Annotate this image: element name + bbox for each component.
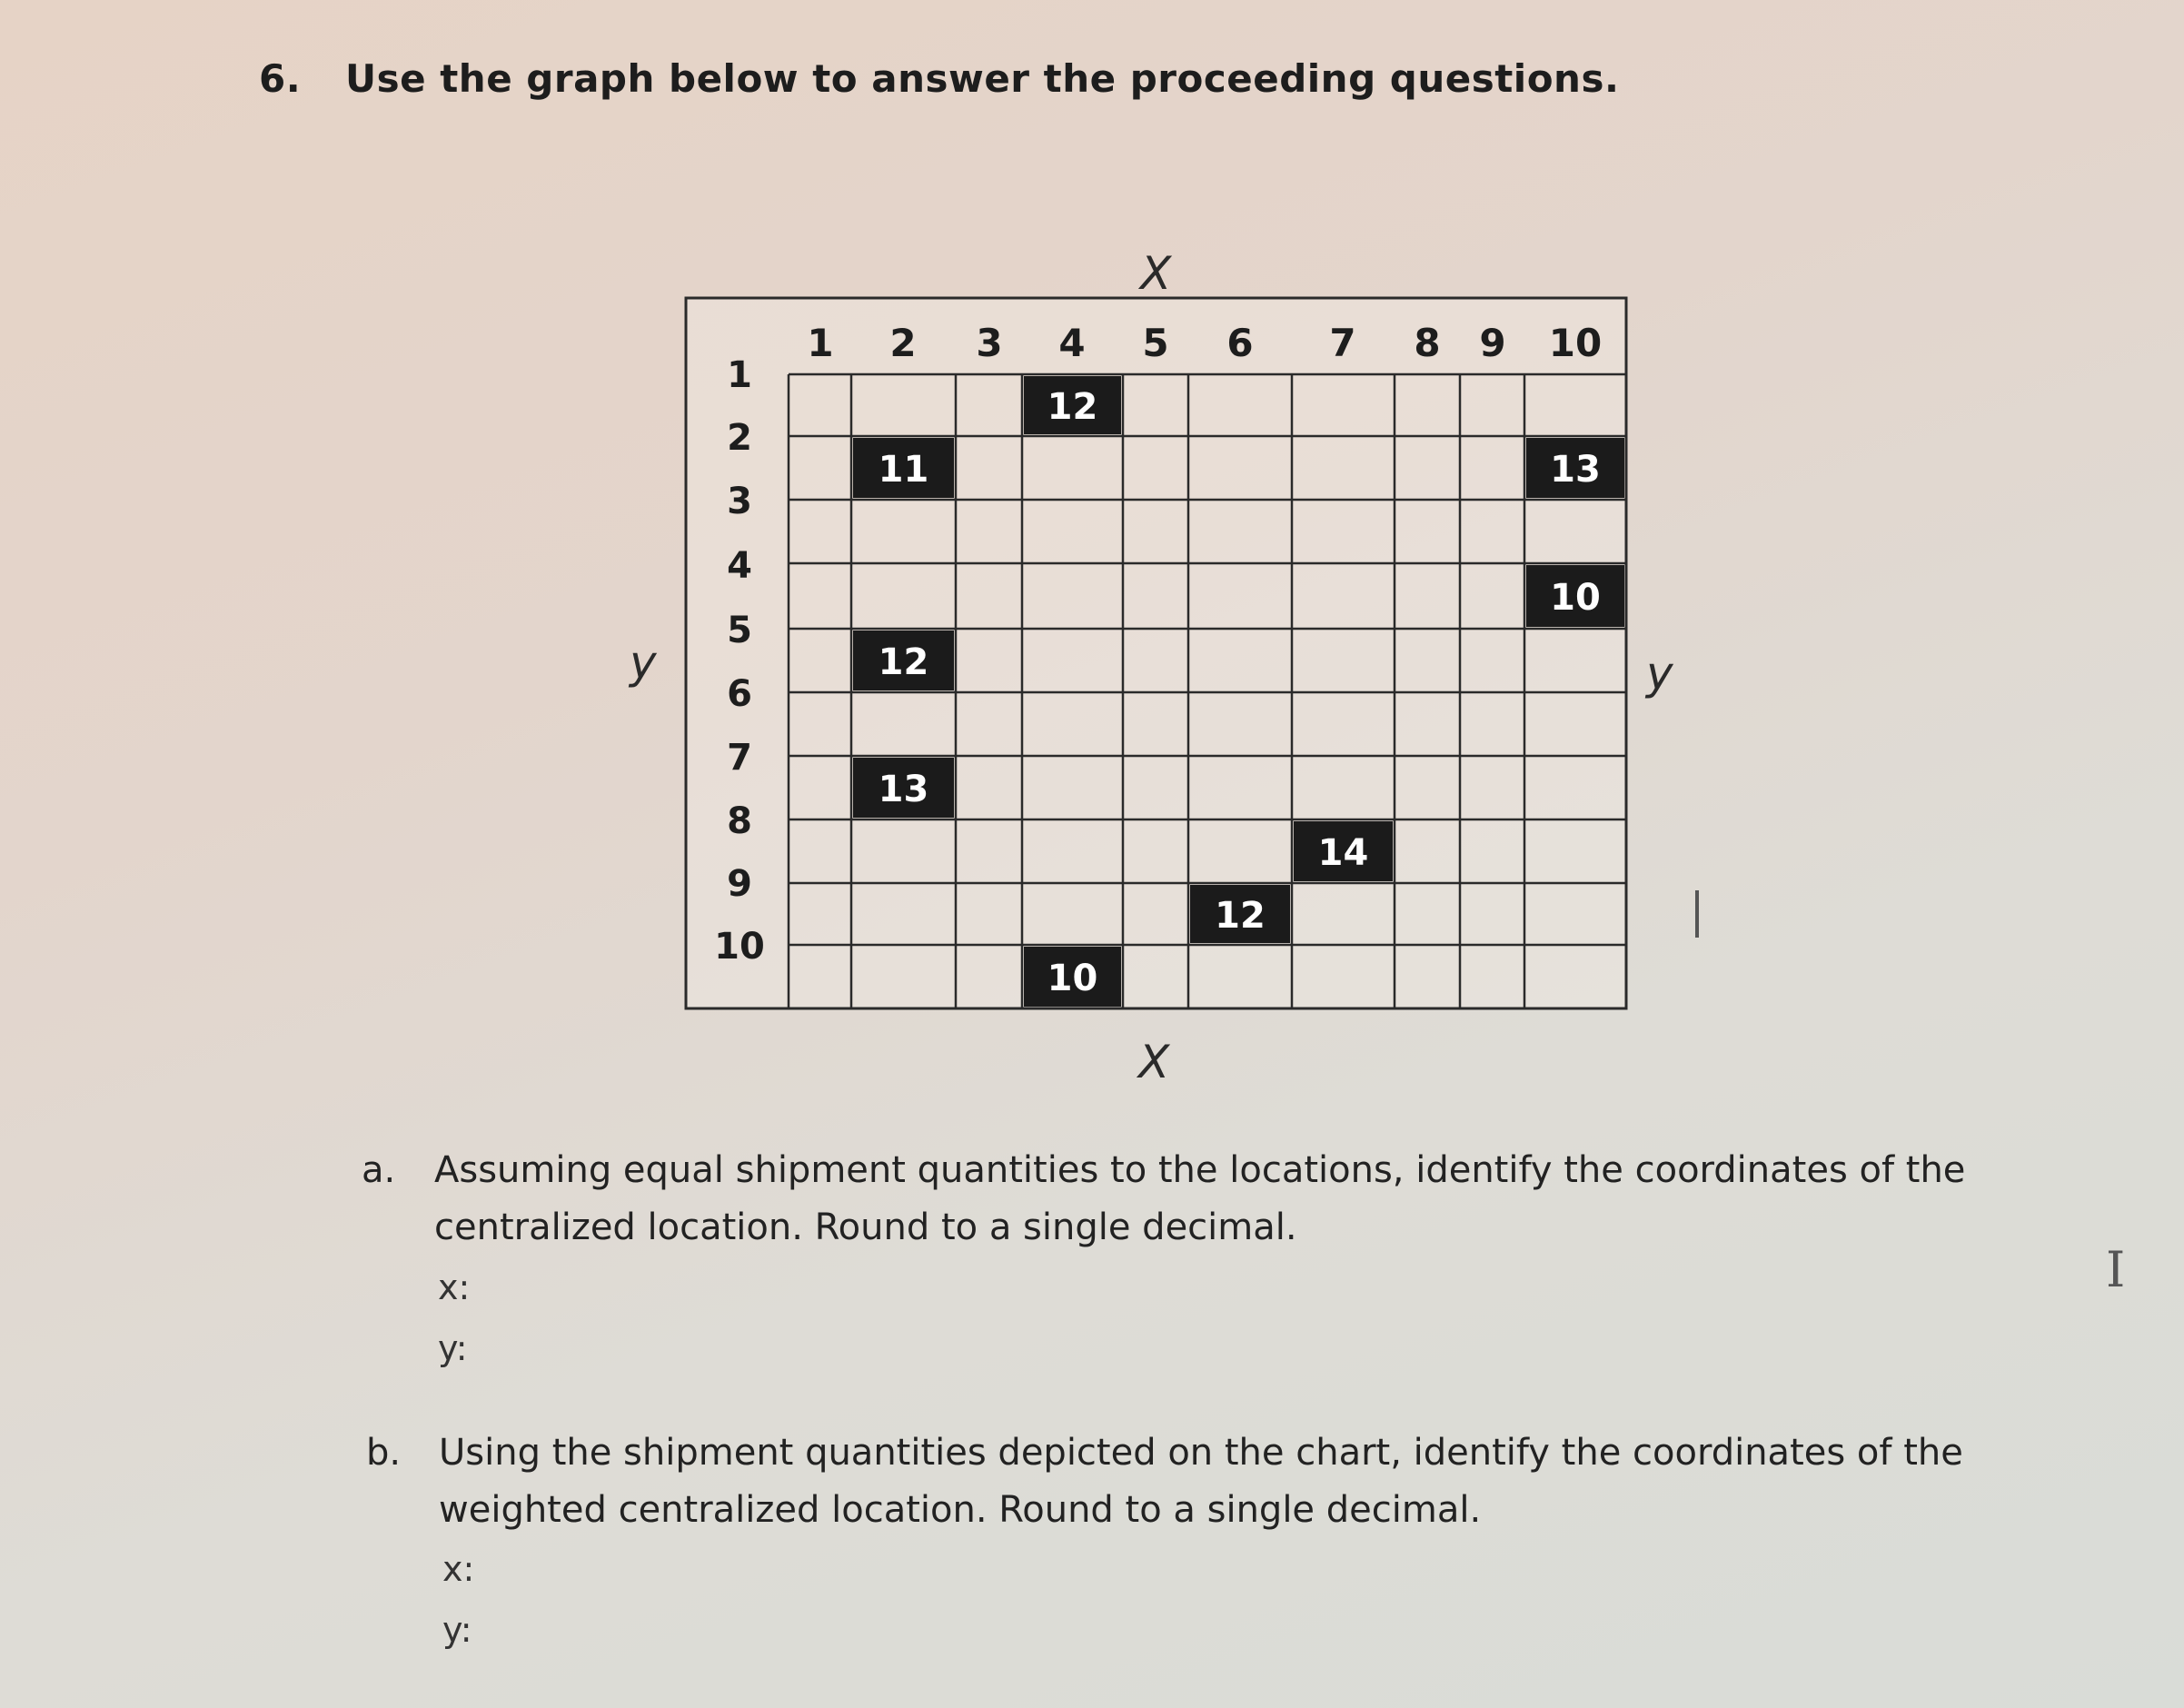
part-b-x-answer-label: x: (442, 1549, 475, 1589)
column-header: 1 (807, 321, 834, 365)
location-quantity: 12 (1047, 386, 1098, 428)
row-header: 8 (727, 800, 752, 842)
x-axis-label-bottom: X (1138, 1036, 1170, 1088)
y-axis-label-left: y (630, 636, 657, 689)
part-a-text-line2: centralized location. Round to a single decimal. (434, 1207, 1297, 1248)
column-header: 6 (1226, 321, 1254, 365)
row-header: 1 (727, 354, 752, 396)
row-header: 4 (727, 545, 752, 587)
row-header: 2 (727, 417, 752, 459)
column-header: 3 (976, 321, 1003, 365)
row-header: 9 (727, 863, 752, 905)
row-header: 10 (714, 926, 765, 968)
location-quantity: 10 (1047, 958, 1098, 999)
column-header: 5 (1142, 321, 1169, 365)
part-a-question (362, 1142, 2088, 1256)
part-a-letter: a. (362, 1149, 396, 1191)
row-header: 6 (727, 673, 752, 715)
location-quantity: 14 (1317, 832, 1369, 874)
location-quantity: 13 (1550, 449, 1601, 491)
part-a-text-line1: Assuming equal shipment quantities to the locations, identify the coordinates of the (434, 1149, 1966, 1191)
row-header: 7 (727, 737, 752, 779)
column-header: 4 (1058, 321, 1086, 365)
part-b-y-answer-label: y: (442, 1610, 472, 1650)
y-axis-label-right: y (1646, 647, 1673, 700)
location-quantity: 10 (1550, 577, 1601, 619)
x-axis-label-top: X (1140, 247, 1172, 300)
location-quantity: 12 (1215, 895, 1266, 937)
part-a-y-answer-label: y: (438, 1328, 468, 1368)
column-header: 9 (1479, 321, 1506, 365)
location-quantity: 11 (878, 449, 929, 491)
row-header: 3 (727, 481, 752, 522)
grid-frame (686, 298, 1626, 1008)
part-b-text-line1: Using the shipment quantities depicted on the chart, identify the coordinates of the (439, 1432, 1963, 1474)
location-quantity: 12 (878, 641, 929, 683)
part-b-text-line2: weighted centralized location. Round to a single decimal. (439, 1489, 1482, 1531)
part-b-question (366, 1425, 2092, 1539)
part-b-letter: b. (366, 1432, 402, 1474)
stray-mark (1695, 890, 1699, 938)
row-header: 5 (727, 610, 752, 651)
part-a-x-answer-label: x: (438, 1267, 471, 1307)
column-header: 7 (1329, 321, 1356, 365)
question-number: 6. (259, 56, 302, 101)
column-header: 10 (1548, 321, 1603, 365)
column-header: 8 (1414, 321, 1441, 365)
column-header: 2 (889, 321, 917, 365)
text-cursor-icon: I (2106, 1241, 2126, 1298)
question-prompt: Use the graph below to answer the proceeding questions. (345, 56, 1620, 101)
location-quantity: 13 (878, 769, 929, 810)
